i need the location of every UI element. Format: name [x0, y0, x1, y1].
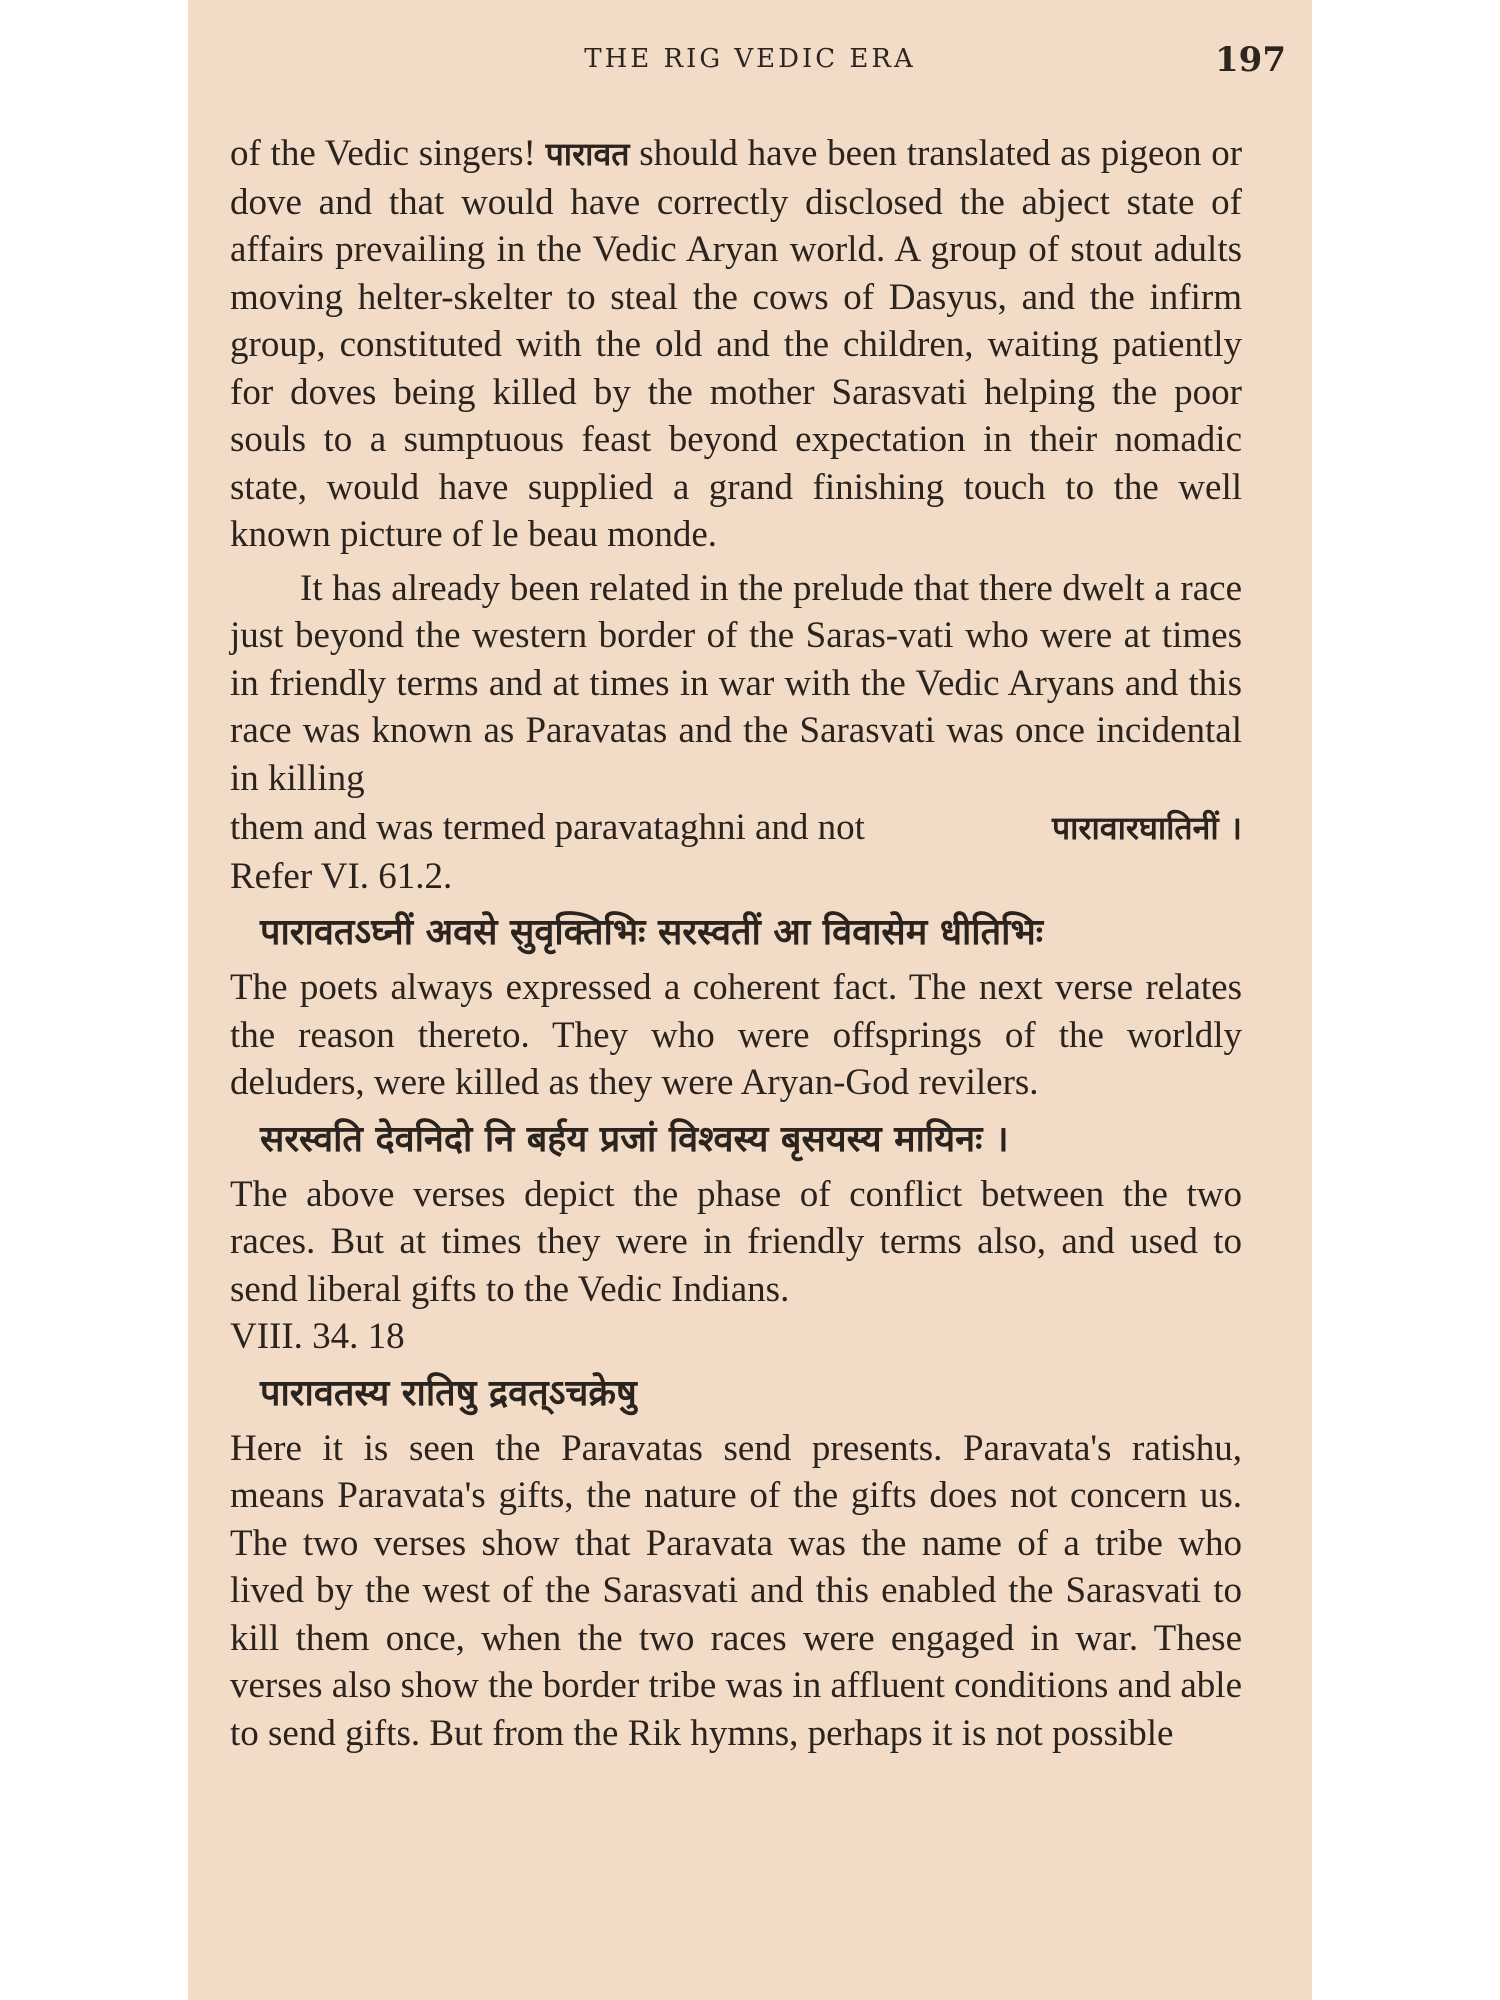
running-head [188, 40, 1312, 80]
paragraph-1-rest: should have been translated as pigeon or dove and that would have correctly disclosed the abject state of affairs prevailing in the Vedic Aryan world. A group of stout adults moving helter-skelter to steal the cows of Dasyus, and the infirm group, constituted with the old and the children, waiting patiently for doves being killed by the mother Sarasvati helping the poor souls to a sumptuous feast beyond expectation in their nomadic state, would have supplied a grand finishing touch to the well known picture of le beau monde. [230, 133, 1243, 555]
page-number: 197 [1215, 40, 1286, 80]
paragraph-5: Here it is seen the Paravatas send presents. Paravata's ratishu, means Paravata's gifts, the nature of the gifts does not concern us. The two verses show that Paravata was the name of a tribe who lived by the west of the Sarasvati and this enabled the Sarasvati to kill them once, when the two races were engaged in war. These verses also show the border tribe was in affluent conditions and able to send gifts. But from the Rik hymns, perhaps it is not possible [230, 1427, 1242, 1754]
sanskrit-verse-3: पारावतस्य रातिषु द्रवत्ऽचक्रेषु [260, 1372, 637, 1414]
running-title: THE RIG VEDIC ERA [584, 44, 916, 74]
paragraph-2-last-line [230, 804, 1242, 853]
paragraph-1-start: of the Vedic singers! [230, 133, 536, 174]
paragraph-2: It has already been related in the prelude that there dwelt a race just beyond the western border of the Saras-vati who were at times in friendly terms and at times in war with the Vedic Aryans and this race was known as Paravatas and the Sarasvati was once incidental in killing [230, 567, 1242, 799]
reference-2: VIII. 34. 18 [230, 1316, 405, 1357]
sanskrit-verse-2: सरस्वति देवनिदो नि बर्हय प्रजां विश्वस्य बृसयस्य मायिनः । [260, 1118, 1009, 1160]
book-page [188, 0, 1312, 2000]
page-body [230, 130, 1242, 1757]
paragraph-1 [230, 130, 1242, 559]
reference-1: Refer VI. 61.2. [230, 855, 453, 897]
sanskrit-verse-1: पारावतऽघ्नीं अवसे सुवृक्तिभिः सरस्वतीं आ विवासेम धीतिभिः [260, 912, 1044, 953]
paragraph-2-devanagari-term: पारावारघातिनीं । [1051, 809, 1242, 847]
paragraph-4: The above verses depict the phase of conflict between the two races. But at times they were in friendly terms also, and used to send liberal gifts to the Vedic Indians. [230, 1173, 1242, 1310]
paragraph-2-last-text: them and was termed paravataghni and not [230, 807, 865, 848]
paragraph-3: The poets always expressed a coherent fact. The next verse relates the reason thereto. They who were offsprings of the worldly deluders, were killed as they were Aryan-God revilers. [230, 967, 1242, 1103]
paragraph-1-devanagari-word: पारावत [545, 135, 630, 173]
